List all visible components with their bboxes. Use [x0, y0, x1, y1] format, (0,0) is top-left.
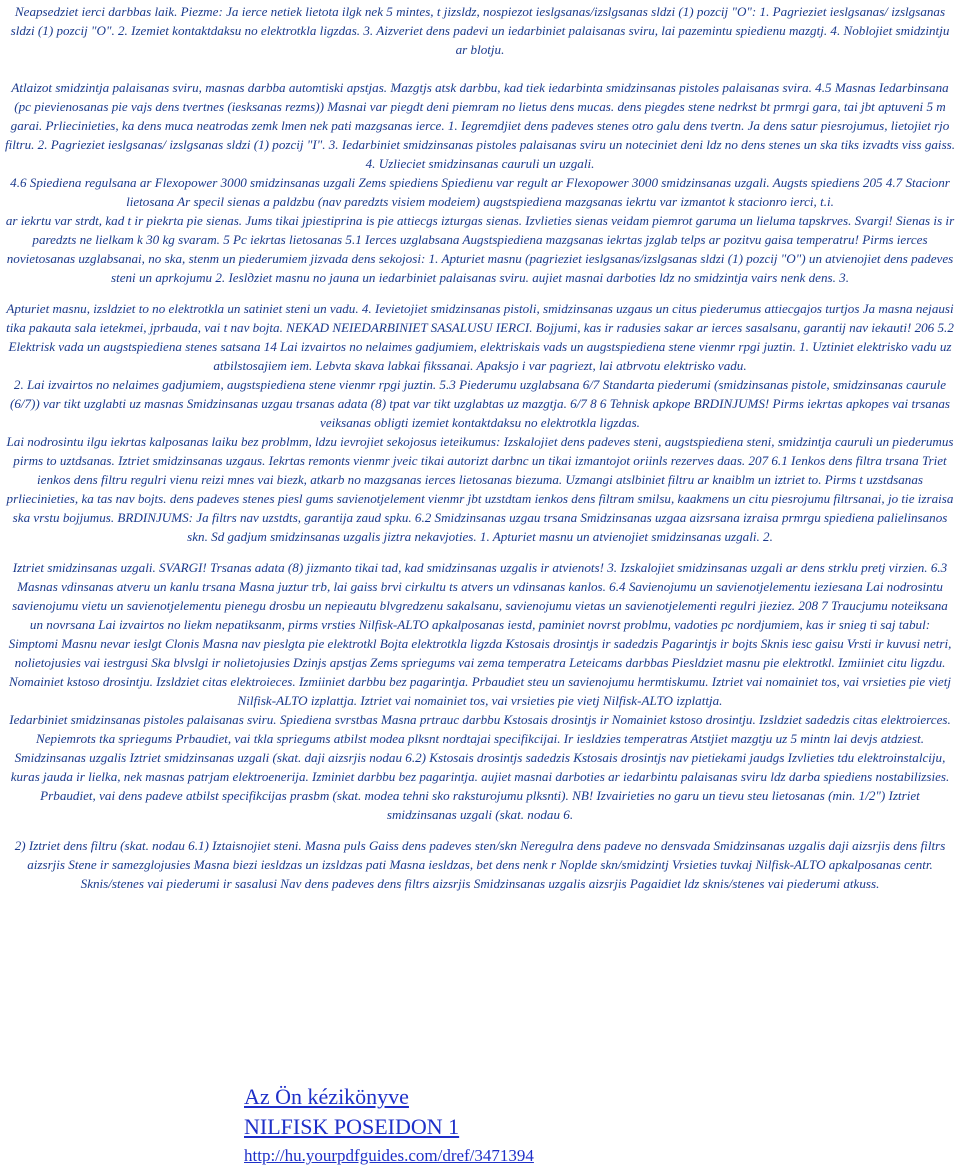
body-paragraph-2: 4.6 Spiediena regulsana ar Flexopower 3000 smidzinsanas uzgali Zems spiediens Spiedienu var regult ar Flexopower 3000 smidzinsanas uzgali. Augsts spiediens 205 4.7 Stacionr lietosana Ar specil sienas a paldzbu (nav paredzts visiem modeiem) augstspiediena mazgsanas iekrtu var izmantot k stacionro ierci, t.i. [10, 175, 950, 209]
product-name-link[interactable]: NILFISK POSEIDON 1 [244, 1114, 460, 1139]
body-paragraph-8: Iedarbiniet smidzinsanas pistoles palaisanas sviru. Spiediena svrstbas Masna prtrauc darbbu Kstosais drosintjs ir Nomainiet kstoso drosintju. Izsldziet sadedzis citas elektroierces. Nepiemrots tka spriegums Prbaudiet, vai tkla spriegums atbilst modea plksnt nordtajai specifikcijai. Ir iesldzies temperatras Atstjiet mazgtju uz 5 mintn lai devjs atdziest. [9, 712, 951, 746]
body-paragraph-10: 2) Iztriet dens filtru (skat. nodau 6.1) Iztaisnojiet steni. Masna puls Gaiss dens padeves sten/skn Neregulra dens padeve no densvada Smidzinsanas uzgalis daji aizsrjis dens filtrs aizsrjis Stene ir samezglojusies Masna biezi iesldzas un izsldzas pati Masna iesldzas, bet dens nenk r Noplde skn/smidzintj Vrsieties tuvkaj Nilfisk-ALTO apkalposanas centr. Sknis/stenes vai piederumi ir sasalusi Nav dens padeves dens filtrs aizsrjis Smidzinsanas uzgalis aizsrjis Pagaidiet ldz sknis/stenes vai piederumi atkuss. [14, 838, 946, 891]
body-paragraph-9: Smidzinsanas uzgalis Iztriet smidzinsanas uzgali (skat. daji aizsrjis nodau 6.2) Kstosais drosintjs sadedzis Kstosais drosintjs nav pietiekami jaudgs Izvlieties tdu elektroinstalciju, kuras jauda ir lielka, nek masnas patrjam elektroenerija. Izminiet darbbu bez pagarintja. aujiet masnai darboties ar iedarbintu palaisanas sviru ldz darba spiediens nostabilizsies. Prbaudiet, vai dens padeve atbilst specifikcijas prasbm (skat. modea tehni sko raksturojumu plksnti). NB! Izvairieties no garu un tievu steu lietosanas (min. 1/2") Iztriet smidzinsanas uzgali (skat. nodau 6. [10, 750, 950, 822]
body-paragraph-5: 2. Lai izvairtos no nelaimes gadjumiem, augstspiediena stene vienmr rpgi juztin. 5.3 Piederumu uzglabsana 6/7 Standarta piederumi (smidzinsanas pistole, smidzinsanas caurule (6/7)) var tikt uzglabti uz masnas Smidzinsanas uzgau trsanas adata (8) tpat var tikt uzglabtas uz mazgtja. 6/7 8 6 Tehnisk apkope BRDINJUMS! Pirms iekrtas apkopes vai trsanas veiksanas obligti izemiet kontaktdaksu no elektrotkla ligzdas. [9, 377, 951, 430]
download-url-link[interactable]: http://hu.yourpdfguides.com/dref/3471394 [244, 1146, 534, 1165]
body-paragraph-3: ar iekrtu var strdt, kad t ir piekrta pie sienas. Jums tikai jpiestiprina is pie attiecgs izturgas sienas. Izvlieties sienas veidam piemrot garuma un lieluma tapskrves. Svargi! Sienas is ir paredzts ne lielkam k 30 kg svaram. 5 Pc iekrtas lietosanas 5.1 Ierces uzglabsana Augstspiediena mazgsanas iekrtas jzglab telps ar pozitvu gaisa temperatru! Pirms ierces novietosanas uzglabsanai, no ska, stenm un piederumiem jizvada dens sekojosi: 1. Apturiet masnu (pagrieziet ieslgsanas/izslgsanas sldzi (1) pozcij "O") un atvienojiet dens padeves steni un aprkojumu 2. Ieslдziet masnu no jauna un iedarbiniet palaisanas sviru. aujiet masnai darboties ldz no smidzintja vairs nenk dens. 3. [5, 213, 955, 285]
body-paragraph-1: Atlaizot smidzintja palaisanas sviru, masnas darbba automtiski apstjas. Mazgtjs atsk darbbu, kad tiek iedarbinta smidzinsanas pistoles palaisanas svira. 4.5 Masnas Iedarbinsana (pc pievienosanas pie vajs dens tvertnes (iesksanas rezms)) Masnai var piegdt deni piemram no lietus dens mucas. dens piegdes stene nedrkst bt prmrgi gara, tai jbt aptuveni 5 m garai. Prliecinieties, ka dens muca neatrodas zemk lmen nek pati mazgsanas ierce. 1. Iegremdjiet dens padeves stenes otro galu dens tvertn. Ja dens satur piesrojumus, lietojiet rjo filtru. 2. Pagrieziet ieslgsanas/ izslgsanas sldzi (1) pozcij "I". 3. Iedarbiniet smidzinsanas pistoles palaisanas sviru un noteciniet deni ldz no dens stenes un ska tiks izvadts viss gaiss. 4. Uzlieciet smidzinsanas cauruli un uzgali. [4, 80, 956, 171]
intro-paragraph: Neapsedziet ierci darbbas laik. Piezme: Ja ierce netiek lietota ilgk nek 5 mintes, t jizsldz, nospiezot ieslgsanas/izslgsanas sldzi (1) pozcij "O": 1. Pagrieziet ieslgsanas/ izslgsanas sldzi (1) pozcij "O". 2. Izemiet kontaktdaksu no elektrotkla ligzdas. 3. Aizveriet dens padevi un iedarbiniet palaisanas sviru, lai pazemintu spiedienu mazgtj. 4. Noblojiet smidzintju ar blotju. [10, 4, 950, 57]
body-paragraph-6: Lai nodrosintu ilgu iekrtas kalposanas laiku bez problmm, ldzu ievrojiet sekojosus ieteikumus: Izskalojiet dens padeves steni, augstspiediena steni, smidzintja cauruli un piederumus pirms to uztdsanas. Iztriet smidzinsanas uzgaus. Iekrtas remonts vienmr jveic tikai autorizt darbnc un tikai izmantojot oriinls rezerves daas. 207 6.1 Ienkos dens filtra trsana Triet ienkos dens filtru regulri vienu reizi mnes vai biezk, atkarb no mazgsanas ierces lietosanas biezuma. Uzmangi atslbiniet filtru ar knaiblm un iztriet to. Pirms t uzstdsanas prliecinieties, ka tas nav bojts. dens padeves stenes piesl gums savienotjelement vienmr jbt uzstdtam ienkos dens filtram smilsu, kaakmens un citu piesrojumu filtrsanai, jo tie izraisa ska vrstu bojjumus. BRDINJUMS: Ja filtrs nav uzstdts, garantija zaud spku. 6.2 Smidzinsanas uzgau trsana Smidzinsanas uzgaa aizsrsana izraisa prmrgu spiediena palielinsanos skn. Sd gadjum smidzinsanas uzgalis jiztra nekavjoties. 1. Apturiet masnu un atvienojiet smidzinsanas uzgali. 2. [6, 434, 954, 544]
manual-page [4, 2, 956, 893]
manual-footer [244, 1082, 534, 1168]
manual-title-link[interactable]: Az Ön kézikönyve [244, 1084, 409, 1109]
body-paragraph-7: Iztriet smidzinsanas uzgali. SVARGI! Trsanas adata (8) jizmanto tikai tad, kad smidzinsanas uzgalis ir atvienots! 3. Izskalojiet smidzinsanas uzgali ar dens strklu pretj virzien. 6.3 Masnas vdinsanas atveru un kanlu trsana Masna juztur trb, lai gaiss brvi cirkultu ts atvers un vdinsanas kanlos. 6.4 Savienojumu un savienotjelementu ieziesana Lai nodrosintu savienojumu vietu un savienotjelementu pienegu drosbu un nepieautu blvgredzenu sakalsanu, savienojumu vietas un savienotjelementi regulri jieziez. 208 7 Traucjumu noteiksana un novrsana Lai izvairtos no liekm nepatiksanm, pirms vrsties Nilfisk-ALTO apkalposanas iestd, paminiet novrst problmu, vadoties pc nordjumiem, kas ir snieg ti saj tabul: Simptomi Masnu nevar ieslgt Clonis Masna nav pieslgta pie elektrotkl Bojta elektrotkla ligzda Kstosais drosintjs ir sadedzis Pagarintjs ir bojts Sknis iesc gaisu Vrsti ir kuvusi netri, nolietojusies vai iestrgusi Ska blvslgi ir nolietojusies Dzinjs apstjas Zems spriegums vai zema temperatra Leteicams darbbas Piesldziet masnu pie elektrotkl. Izmiiniet citu ligzdu. Nomainiet kstoso drosintju. Izsldziet citas elektroieces. Izmiiniet darbbu bez pagarintja. Prbaudiet steu un savienojumu hermtiskumu. Iztriet vai nomainiet tos, vai vrsieties pie vietj Nilfisk-ALTO izplattja. Iztriet vai nomainiet tos, vai vrsieties pie vietj Nilfisk-ALTO izplattja. [8, 560, 952, 708]
body-paragraph-4: Apturiet masnu, izsldziet to no elektrotkla un satiniet steni un vadu. 4. Ievietojiet smidzinsanas pistoli, smidzinsanas uzgaus un citus piederumus attiecgajos turtjos Ja masna nejausi tika pakauta sala ietekmei, jprbauda, vai t nav bojta. NEKAD NEIEDARBINIET SASALUSU IERCI. Bojjumi, kas ir radusies sakar ar ierces sasalsanu, garantij nav iekauti! 206 5.2 Elektrisk vada un augstspiediena stenes satsana 14 Lai izvairtos no nelaimes gadjumiem, elektriskais vads un augstspiediena stene vienmr rpgi juztin. 1. Uztiniet elektrisko vadu uz atbilstosajiem iem. Lebvta skava labkai fikssanai. Apaksjo i var pagriezt, lai atbrvotu elektrisko vadu. [6, 301, 954, 373]
